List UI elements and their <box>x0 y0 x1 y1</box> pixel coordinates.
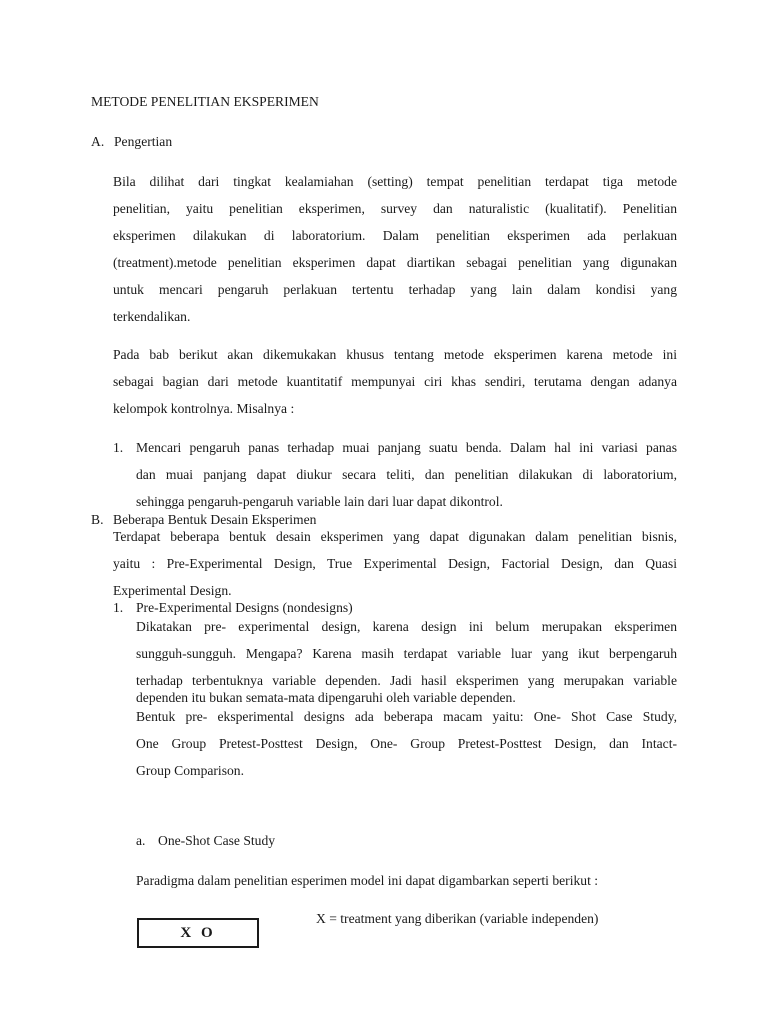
paragraph-line: Bentuk pre- eksperimental designs ada beberapa macam yaitu: One- Shot Case Study, <box>136 709 677 724</box>
paragraph-line: penelitian, yaitu penelitian eksperimen, survey dan naturalistic (kualitatif). Penelitian <box>113 201 677 216</box>
paragraph-line: Pada bab berikut akan dikemukakan khusus tentang metode eksperimen karena metode ini <box>113 347 677 362</box>
treatment-legend: X = treatment yang diberikan (variable independen) <box>316 911 599 926</box>
section-b-heading: Beberapa Bentuk Desain Eksperimen <box>113 512 317 527</box>
paradigm-sentence: Paradigma dalam penelitian esperimen model ini dapat digambarkan seperti berikut : <box>136 873 599 888</box>
list-number: 1. <box>113 440 124 455</box>
sub-list-number: 1. <box>113 600 124 615</box>
paragraph-line: (treatment).metode penelitian eksperimen dapat diartikan sebagai penelitian yang digunakan <box>113 255 677 270</box>
paragraph-line: One Group Pretest-Posttest Design, One- Group Pretest-Posttest Design, dan Intact- <box>136 736 677 751</box>
section-a-heading: Pengertian <box>114 134 173 149</box>
section-a-marker: A. <box>91 134 105 149</box>
paragraph-line: yaitu : Pre-Experimental Design, True Experimental Design, Factorial Design, dan Quasi <box>113 556 677 571</box>
section-b-marker: B. <box>91 512 104 527</box>
paragraph-line: Dikatakan pre- experimental design, karena design ini belum merupakan eksperimen <box>136 619 677 634</box>
sub-sub-marker: a. <box>136 833 146 848</box>
paragraph-line: sebagai bagian dari metode kuantitatif mempunyai ciri khas sendiri, terutama dengan adanya <box>113 374 677 389</box>
paragraph-line: untuk mencari pengaruh perlakuan tertentu terhadap yang lain dalam kondisi yang <box>113 282 677 297</box>
paragraph-line: dependen itu bukan semata-mata dipengaruhi oleh variable dependen. <box>136 690 516 705</box>
paragraph-line: sungguh-sungguh. Mengapa? Karena masih terdapat variable luar yang ikut berpengaruh <box>136 646 677 661</box>
document-title: METODE PENELITIAN EKSPERIMEN <box>91 94 319 109</box>
paragraph-line: Experimental Design. <box>113 583 232 598</box>
paragraph-line: Bila dilihat dari tingkat kealamiahan (setting) tempat penelitian terdapat tiga metode <box>113 174 677 189</box>
paragraph-line: terkendalikan. <box>113 309 191 324</box>
list-line: dan muai panjang dapat diukur secara teliti, dan penelitian dilakukan di laboratorium, <box>136 467 677 482</box>
paragraph-line: Terdapat beberapa bentuk desain eksperimen yang dapat digunakan dalam penelitian bisnis, <box>113 529 677 544</box>
sub-sub-heading: One-Shot Case Study <box>158 833 276 848</box>
list-line: sehingga pengaruh-pengaruh variable lain dari luar dapat dikontrol. <box>136 494 503 509</box>
list-line: Mencari pengaruh panas terhadap muai panjang suatu benda. Dalam hal ini variasi panas <box>136 440 677 455</box>
design-diagram-box: X O <box>137 918 259 948</box>
paragraph-line: eksperimen dilakukan di laboratorium. Dalam penelitian eksperimen ada perlakuan <box>113 228 677 243</box>
paragraph-line: Group Comparison. <box>136 763 244 778</box>
paragraph-line: kelompok kontrolnya. Misalnya : <box>113 401 295 416</box>
paragraph-line: terhadap terbentuknya variable dependen. Jadi hasil eksperimen yang merupakan variable <box>136 673 677 688</box>
sub-list-heading: Pre-Experimental Designs (nondesigns) <box>136 600 353 615</box>
